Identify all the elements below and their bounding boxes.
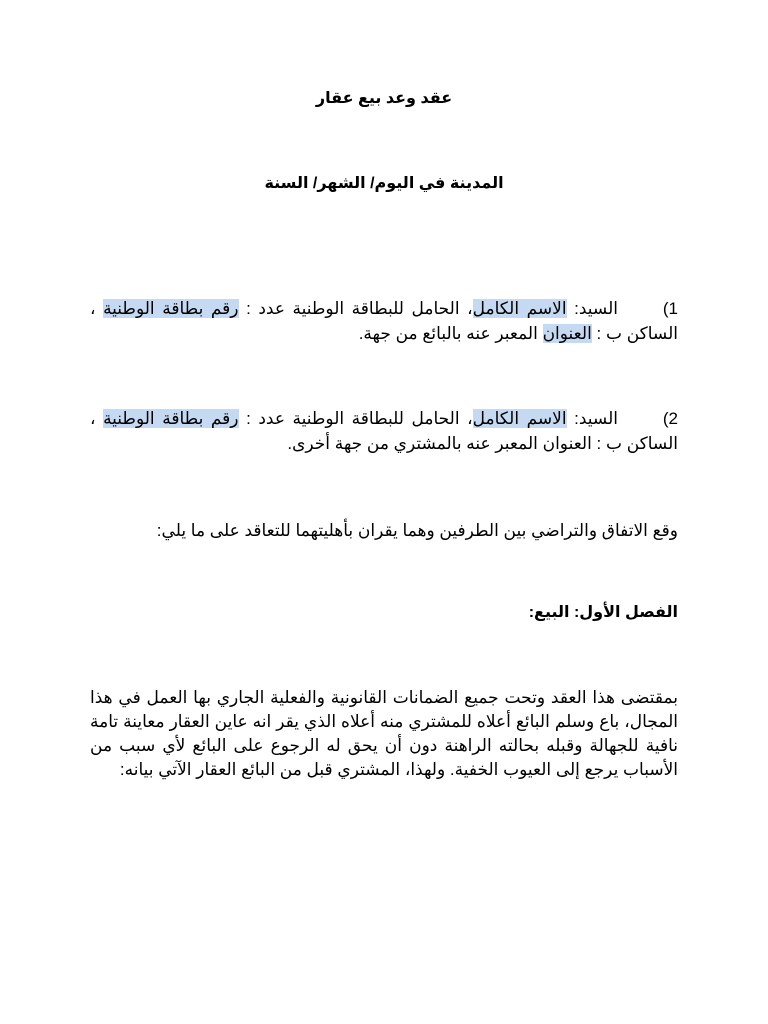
full-name-field: الاسم الكامل bbox=[472, 299, 567, 318]
party-role-text: المعبر عنه بالمشتري من جهة أخرى. bbox=[287, 434, 538, 453]
party-number: 2) bbox=[662, 409, 678, 428]
full-name-field: الاسم الكامل bbox=[472, 409, 567, 428]
id-number-field: رقم بطاقة الوطنية bbox=[103, 409, 239, 428]
party-prefix: السيد: bbox=[574, 299, 618, 318]
party-buyer-paragraph bbox=[90, 406, 678, 456]
chapter-body-paragraph: بمقتضى هذا العقد وتحت جميع الضمانات القانونية والفعلية الجاري بها العمل في هذا المجال، باع وسلم البائع أعلاه للمشتري منه أعلاه الذي يقر انه عاين العقار معاينة تامة نافية للجهالة وقبله بحالته الراهنة دون أن يحق له الرجوع على البائع لأي سبب من الأسباب يرجع إلى العيوب الخفية. ولهذا، المشتري قبل من البائع العقار الآتي بيانه: bbox=[90, 688, 678, 779]
id-number-field: رقم بطاقة الوطنية bbox=[103, 299, 239, 318]
party-seller-paragraph bbox=[90, 296, 678, 346]
document-title: عقد وعد بيع عقار bbox=[315, 90, 453, 107]
address-field: العنوان bbox=[542, 324, 592, 343]
agreement-paragraph: وقع الاتفاق والتراضي بين الطرفين وهما يقران بأهليتهما للتعاقد على ما يلي: bbox=[156, 521, 678, 540]
party-number: 1) bbox=[662, 299, 678, 318]
document-date-line: المدينة في اليوم/ الشهر/ السنة bbox=[264, 175, 504, 192]
id-card-text: ، الحامل للبطاقة الوطنية عدد : bbox=[246, 409, 473, 428]
residence-text: ، الساكن ب : bbox=[90, 299, 678, 343]
residence-text: ، الساكن ب : العنوان bbox=[90, 409, 678, 453]
chapter-heading: الفصل الأول: البيع: bbox=[528, 604, 678, 621]
party-role-text: المعبر عنه بالبائع من جهة. bbox=[358, 324, 538, 343]
id-card-text: ، الحامل للبطاقة الوطنية عدد : bbox=[246, 299, 473, 318]
party-prefix: السيد: bbox=[574, 409, 618, 428]
